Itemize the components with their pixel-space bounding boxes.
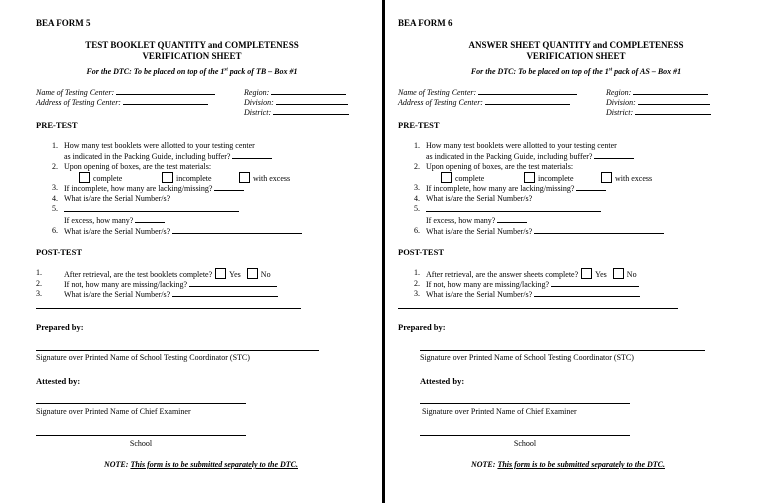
q1-text: How many test booklets were allotted to your testing center <box>426 141 617 150</box>
testing-center-address-field[interactable]: Address of Testing Center: <box>36 97 208 107</box>
checkbox-with-excess[interactable] <box>239 172 250 183</box>
prepared-by-label: Prepared by: <box>36 322 84 332</box>
q1-number: 1. <box>414 141 420 150</box>
q3-field[interactable]: If incomplete, how many are lacking/missing? <box>426 183 606 193</box>
district-field[interactable]: District: <box>244 107 349 117</box>
p1-text: After retrieval, are the answer sheets complete? Yes No <box>426 270 637 279</box>
testing-center-address-field[interactable]: Address of Testing Center: <box>398 97 570 107</box>
form-note: NOTE: This form is to be submitted separately to the DTC. <box>103 460 298 469</box>
q5-number: 5. <box>414 204 420 213</box>
p3-extra-line[interactable] <box>398 308 678 309</box>
testing-center-name-field[interactable]: Name of Testing Center: <box>398 87 577 97</box>
pretest-heading: PRE-TEST <box>36 120 78 130</box>
q1-field[interactable]: as indicated in the Packing Guide, including buffer? <box>64 151 272 161</box>
checkbox-with-excess[interactable] <box>601 172 612 183</box>
checkbox-complete[interactable] <box>79 172 90 183</box>
checkbox-complete[interactable] <box>441 172 452 183</box>
checkbox-yes[interactable] <box>215 268 226 279</box>
division-field[interactable]: Division: <box>244 97 348 107</box>
checkbox-no[interactable] <box>613 268 624 279</box>
checkbox-no[interactable] <box>247 268 258 279</box>
chief-signature-caption: Signature over Printed Name of Chief Examiner <box>422 407 577 416</box>
q3-number: 3. <box>414 183 420 192</box>
checkbox-yes[interactable] <box>581 268 592 279</box>
p2-field[interactable]: If not, how many are missing/lacking? <box>426 279 639 289</box>
p3-number: 3. <box>414 289 420 298</box>
q6-number: 6. <box>414 226 420 235</box>
q5-excess-field[interactable]: If excess, how many? <box>426 215 527 225</box>
chief-signature-caption: Signature over Printed Name of Chief Examiner <box>36 407 191 416</box>
division-field[interactable]: Division: <box>606 97 710 107</box>
stc-signature-caption: Signature over Printed Name of School Testing Coordinator (STC) <box>36 353 250 362</box>
school-caption: School <box>513 439 537 448</box>
p2-number: 2. <box>414 279 420 288</box>
p1-number: 1. <box>414 268 420 277</box>
q4-text: What is/are the Serial Number/s? <box>426 194 533 203</box>
q3-number: 3. <box>52 183 58 192</box>
q4-text: What is/are the Serial Number/s? <box>64 194 171 203</box>
p3-number: 3. <box>36 289 42 298</box>
form-id: BEA FORM 5 <box>36 18 91 28</box>
school-line[interactable] <box>420 435 630 436</box>
region-field[interactable]: Region: <box>606 87 708 97</box>
chief-signature-line[interactable] <box>420 403 630 404</box>
q1-number: 1. <box>52 141 58 150</box>
p3-field[interactable]: What is/are the Serial Number/s? <box>426 289 640 299</box>
q2-number: 2. <box>414 162 420 171</box>
q5-number: 5. <box>52 204 58 213</box>
q5-field[interactable] <box>64 204 239 214</box>
checkbox-incomplete[interactable] <box>524 172 535 183</box>
form-title: TEST BOOKLET QUANTITY and COMPLETENESS VERIFICATION SHEET <box>85 40 299 61</box>
form-title: ANSWER SHEET QUANTITY and COMPLETENESS VERIFICATION SHEET <box>468 40 684 61</box>
attested-by-label: Attested by: <box>36 376 81 386</box>
q5-field[interactable] <box>426 204 601 214</box>
prepared-by-label: Prepared by: <box>398 322 446 332</box>
p1-text: After retrieval, are the test booklets complete? Yes No <box>64 270 271 279</box>
q4-number: 4. <box>414 194 420 203</box>
q2-options: complete incomplete with excess <box>438 172 652 183</box>
q5-excess-field[interactable]: If excess, how many? <box>64 215 165 225</box>
p2-field[interactable]: If not, how many are missing/lacking? <box>64 279 277 289</box>
district-field[interactable]: District: <box>606 107 711 117</box>
stc-signature-line[interactable] <box>420 350 705 351</box>
pretest-heading: PRE-TEST <box>398 120 440 130</box>
form-id: BEA FORM 6 <box>398 18 453 28</box>
q2-text: Upon opening of boxes, are the test materials: <box>426 162 574 171</box>
p1-number: 1. <box>36 268 42 277</box>
attested-by-label: Attested by: <box>420 376 465 386</box>
testing-center-name-field[interactable]: Name of Testing Center: <box>36 87 215 97</box>
q1-field[interactable]: as indicated in the Packing Guide, including buffer? <box>426 151 634 161</box>
q6-number: 6. <box>52 226 58 235</box>
q2-number: 2. <box>52 162 58 171</box>
q3-field[interactable]: If incomplete, how many are lacking/missing? <box>64 183 244 193</box>
chief-signature-line[interactable] <box>36 403 246 404</box>
stc-signature-line[interactable] <box>36 350 319 351</box>
form-page-right <box>384 0 768 503</box>
checkbox-incomplete[interactable] <box>162 172 173 183</box>
q1-text: How many test booklets were allotted to your testing center <box>64 141 255 150</box>
p2-number: 2. <box>36 279 42 288</box>
q2-text: Upon opening of boxes, are the test materials: <box>64 162 212 171</box>
form-note: NOTE: This form is to be submitted separately to the DTC. <box>470 460 665 469</box>
q6-field[interactable]: What is/are the Serial Number/s? <box>426 226 664 236</box>
p3-field[interactable]: What is/are the Serial Number/s? <box>64 289 278 299</box>
q6-field[interactable]: What is/are the Serial Number/s? <box>64 226 302 236</box>
region-field[interactable]: Region: <box>244 87 346 97</box>
q2-options: complete incomplete with excess <box>76 172 290 183</box>
stc-signature-caption: Signature over Printed Name of School Testing Coordinator (STC) <box>420 353 634 362</box>
school-line[interactable] <box>36 435 246 436</box>
form-subtitle: For the DTC: To be placed on top of the 1st pack of AS – Box #1 <box>470 67 682 76</box>
school-caption: School <box>129 439 153 448</box>
q4-number: 4. <box>52 194 58 203</box>
posttest-heading: POST-TEST <box>36 247 82 257</box>
posttest-heading: POST-TEST <box>398 247 444 257</box>
p3-extra-line[interactable] <box>36 308 301 309</box>
form-subtitle: For the DTC: To be placed on top of the 1st pack of TB – Box #1 <box>86 67 298 76</box>
